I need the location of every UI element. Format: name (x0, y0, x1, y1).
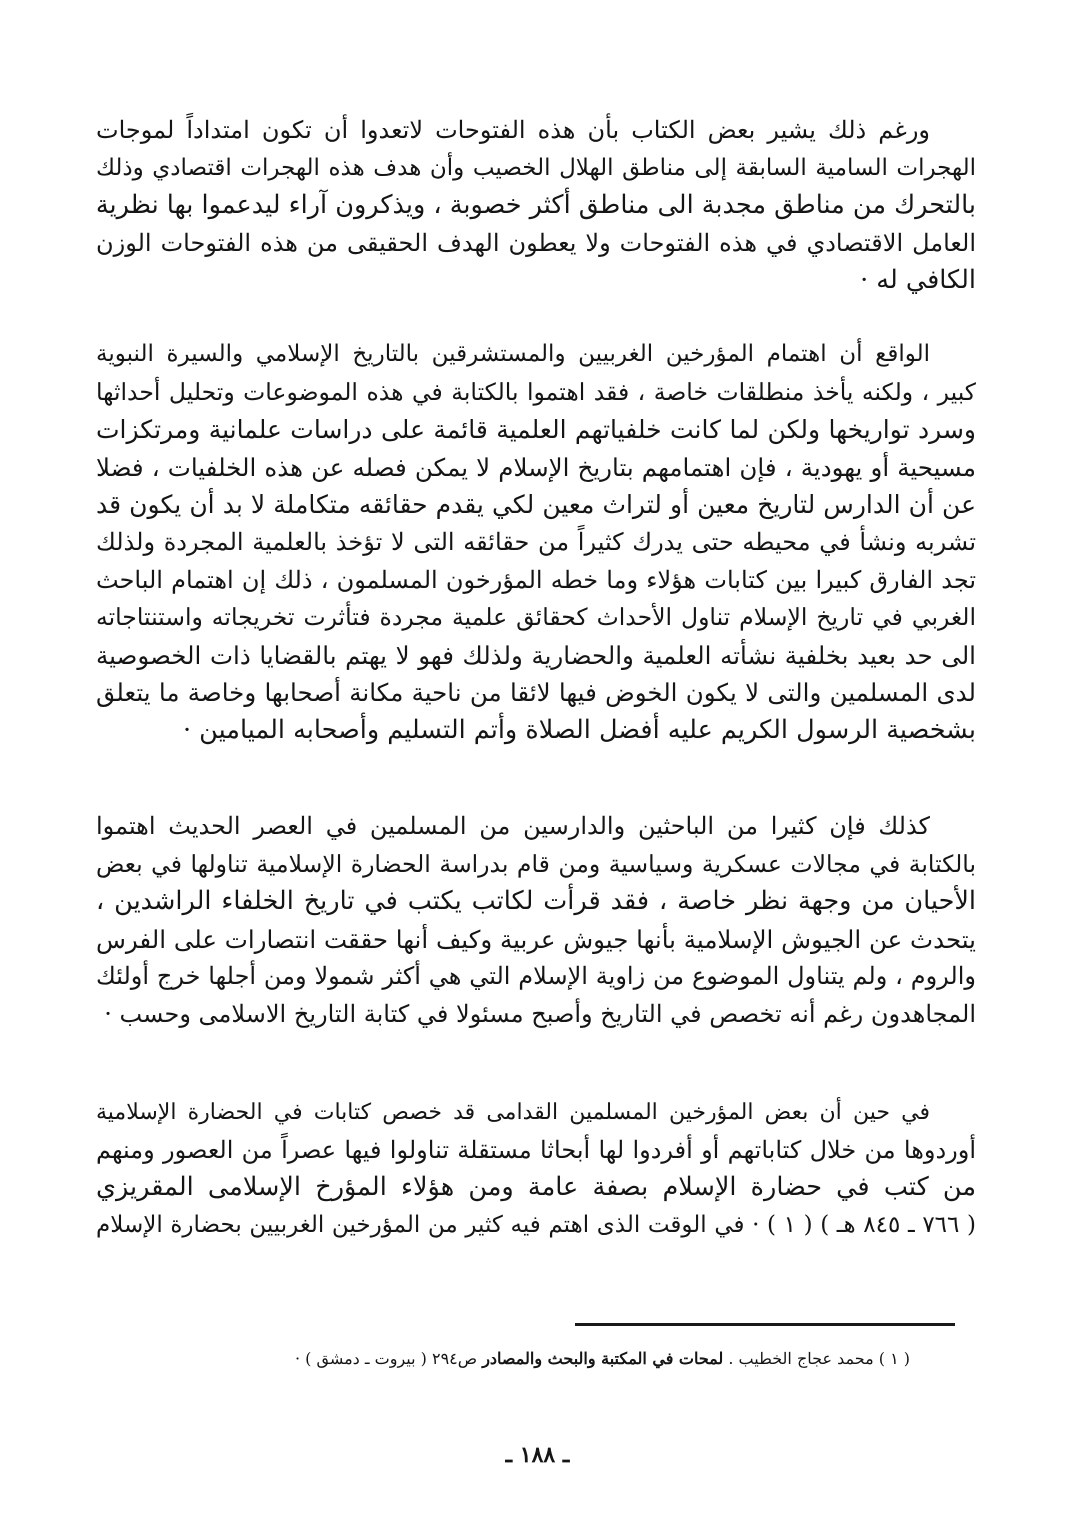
footnote (190, 1347, 910, 1371)
text-line: العامل الاقتصادي في هذه الفتوحات ولا يعطون الهدف الحقيقى من هذه الفتوحات الوزن (96, 228, 976, 257)
page-number: ـ ١٨٨ ـ (505, 1442, 570, 1468)
text-line: ( ٧٦٦ ـ ٨٤٥ هـ ) ( ١ ) · في الوقت الذى اهتم فيه كثير من المؤرخين الغربيين بحضارة الإسلام (96, 1211, 976, 1238)
text-line: المجاهدون رغم أنه تخصص في التاريخ وأصبح مسئولا في كتابة التاريخ الاسلامى وحسب · (104, 999, 976, 1028)
text-line: الهجرات السامية السابقة إلى مناطق الهلال الخصيب وأن هدف هذه الهجرات اقتصادي وذلك (96, 154, 976, 181)
paragraph-2 (96, 336, 976, 750)
text-line: أوردوها من خلال كتاباتهم أو أفردوا لها أبحاثا مستقلة تناولوا فيها عصراً من العصور ومنهم (96, 1135, 976, 1164)
text-line: لدى المسلمين والتى لا يكون الخوض فيها لائقا من ناحية مكانة أصحابها وخاصة ما يتعلق (96, 678, 976, 708)
text-line: ورغم ذلك يشير بعض الكتاب بأن هذه الفتوحات لاتعدوا أن تكون امتداداً لموجات (96, 116, 930, 144)
text-line: عن أن الدارس لتاريخ معين أو لتراث معين لكي يقدم حقائقه متكاملة لا بد أن يكون قد (96, 490, 976, 520)
footnote-suffix: ص٢٩٤ ( بيروت ـ دمشق ) · (294, 1349, 483, 1368)
paragraph-3 (96, 808, 976, 1034)
text-line: تجد الفارق كبيرا بين كتابات هؤلاء وما خطه المؤرخون المسلمون ، ذلك إن اهتمام الباحث (96, 565, 976, 594)
text-line: بالتحرك من مناطق مجدبة الى مناطق أكثر خصوبة ، ويذكرون آراء ليدعموا بها نظرية (95, 190, 976, 221)
text-line: تشربه ونشأ في محيطه حتى يدرك كثيراً من حقائقه التى لا تؤخذ بالعلمية المجردة ولذلك (96, 527, 977, 556)
paragraph-4 (96, 1094, 976, 1244)
text-line: يتحدث عن الجيوش الإسلامية بأنها جيوش عربية وكيف أنها حققت انتصارات على الفرس (95, 924, 976, 954)
text-line: بشخصية الرسول الكريم عليه أفضل الصلاة وأتم التسليم وأصحابه الميامين · (182, 714, 976, 745)
text-line: بالكتابة في مجالات عسكرية وسياسية ومن قام بدراسة الحضارة الإسلامية تناولها في بعض (96, 849, 976, 878)
footnote-divider (575, 1323, 955, 1326)
text-line: الغربي في تاريخ الإسلام تناول الأحداث كحقائق علمية مجردة فتأثرت تخريجاته واستنتاجاته (96, 603, 976, 632)
text-line: من كتب في حضارة الإسلام بصفة عامة ومن هؤلاء المؤرخ الإسلامى المقريزي (96, 1172, 976, 1203)
text-line: الكافي له · (860, 265, 976, 296)
footnote-book-title: لمحات في المكتبة والبحث والمصادر (482, 1349, 724, 1368)
paragraph-1 (96, 112, 976, 300)
footnote-prefix: ( ١ ) محمد عجاج الخطيب . (723, 1349, 910, 1368)
text-line: وسرد تواريخها ولكن لما كانت خلفياتهم العلمية قائمة على دراسات علمانية ومرتكزات (96, 415, 976, 445)
text-line: مسيحية أو يهودية ، فإن اهتمامهم بتاريخ الإسلام لا يمكن فصله عن هذه الخلفيات ، فضلا (96, 452, 976, 482)
text-line: الى حد بعيد بخلفية نشأته العلمية والحضارية ولذلك فهو لا يهتم بالقضايا ذات الخصوصية (96, 640, 976, 670)
text-line: في حين أن بعض المؤرخين المسلمين القدامى قد خصص كتابات في الحضارة الإسلامية (96, 1100, 930, 1125)
text-line: الأحيان من وجهة نظر خاصة ، فقد قرأت لكاتب يكتب في تاريخ الخلفاء الراشدين ، (96, 886, 976, 917)
text-line: كبير ، ولكنه يأخذ منطلقات خاصة ، فقد اهتموا بالكتابة في هذه الموضوعات وتحليل أحداثها (96, 377, 976, 406)
text-line: كذلك فإن كثيرا من الباحثين والدارسين من المسلمين في العصر الحديث اهتموا (96, 812, 930, 840)
text-line: الواقع أن اهتمام المؤرخين الغربيين والمستشرقين بالتاريخ الإسلامي والسيرة النبوية (96, 341, 930, 367)
text-line: والروم ، ولم يتناول الموضوع من زاوية الإسلام التي هي أكثر شمولا ومن أجلها خرج أولئك (96, 962, 976, 991)
